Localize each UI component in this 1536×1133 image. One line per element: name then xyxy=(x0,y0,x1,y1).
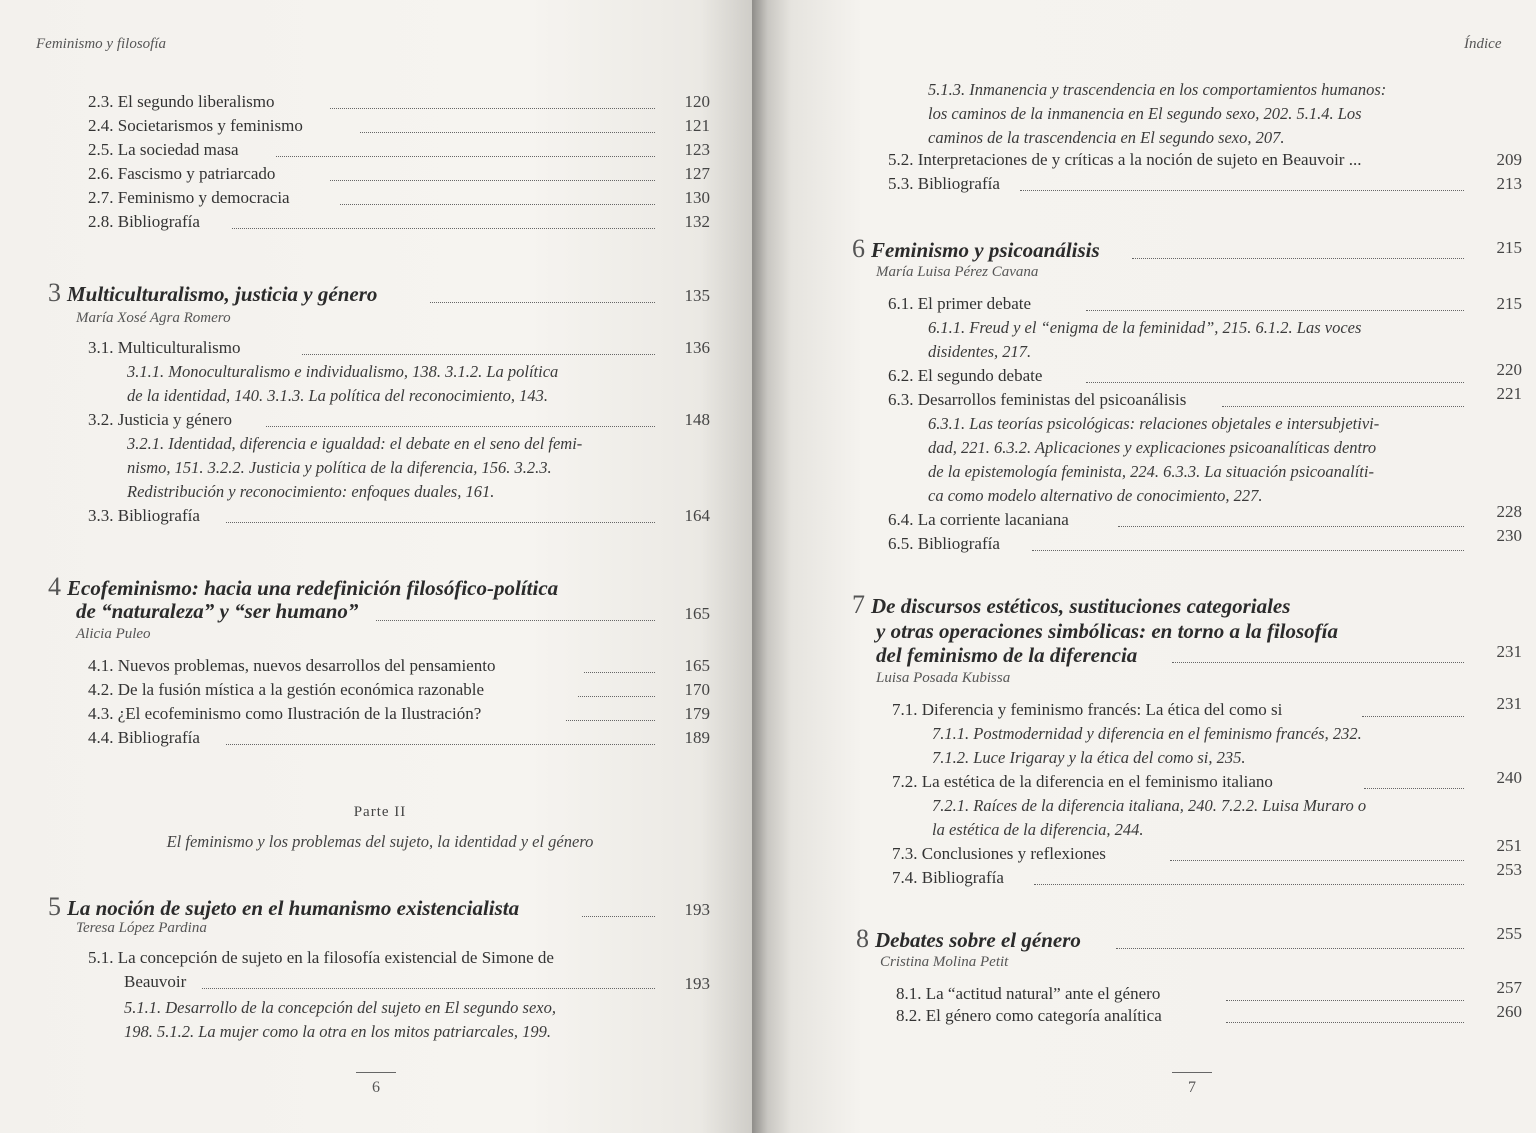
leader-dots xyxy=(582,914,655,917)
entry-title: El segundo liberalismo xyxy=(117,92,275,111)
toc-entry: 3.1. Multiculturalismo xyxy=(88,338,241,357)
subsection-text: 5.1.1. Desarrollo de la concepción del sujeto en El segundo sexo, xyxy=(124,998,556,1017)
toc-entry: 6.4. La corriente lacaniana xyxy=(888,510,1069,529)
toc-entry: 7.3. Conclusiones y reflexiones xyxy=(892,844,1106,863)
chapter-page: 255 xyxy=(1496,924,1522,943)
leader-dots xyxy=(1086,308,1464,311)
chapter-title: 6 Feminismo y psicoanálisis xyxy=(852,234,1100,263)
running-head: Índice xyxy=(1464,36,1502,52)
chapter-author: Cristina Molina Petit xyxy=(880,954,1009,970)
entry-number: 2.5. xyxy=(88,140,114,159)
subsection-text: ca como modelo alternativo de conocimiento, 227. xyxy=(928,486,1263,505)
subsection-text: nismo, 151. 3.2.2. Justicia y política de la diferencia, 156. 3.2.3. xyxy=(127,458,552,477)
toc-entry: 4.3. ¿El ecofeminismo como Ilustración de la Ilustración? xyxy=(88,704,482,723)
leader-dots xyxy=(202,986,655,989)
leader-dots xyxy=(430,300,655,303)
leader-dots xyxy=(1034,882,1464,885)
chapter-number: 4 xyxy=(48,572,61,601)
entry-page: 189 xyxy=(684,728,710,747)
chapter-number: 3 xyxy=(48,278,61,307)
entry-number: 2.4. xyxy=(88,116,114,135)
chapter-title: 8 Debates sobre el género xyxy=(856,924,1081,953)
entry-page: 253 xyxy=(1496,860,1522,879)
leader-dots xyxy=(376,618,655,621)
toc-entry: 7.4. Bibliografía xyxy=(892,868,1004,887)
leader-dots xyxy=(340,202,655,205)
leader-dots xyxy=(566,718,655,721)
subsection-text: disidentes, 217. xyxy=(928,342,1032,361)
entry-page: 215 xyxy=(1496,294,1522,313)
toc-entry: 3.2. Justicia y género xyxy=(88,410,232,429)
subsection-text: caminos de la trascendencia en El segundo sexo, 207. xyxy=(928,128,1285,147)
leader-dots xyxy=(1226,998,1464,1001)
entry-title: Feminismo y democracia xyxy=(117,188,290,207)
leader-dots xyxy=(360,130,655,133)
toc-entry: 5.3. Bibliografía xyxy=(888,174,1000,193)
running-head: Feminismo y filosofía xyxy=(36,36,166,52)
leader-dots xyxy=(226,742,655,745)
toc-entry: 5.1. La concepción de sujeto en la filosofía existencial de Simone de xyxy=(88,948,554,967)
entry-page: 220 xyxy=(1496,360,1522,379)
entry-page: 260 xyxy=(1496,1002,1522,1021)
right-page xyxy=(752,0,1536,1133)
chapter-page: 193 xyxy=(684,900,710,919)
entry-title: Bibliografía xyxy=(117,212,200,231)
chapter-title-cont: y otras operaciones simbólicas: en torno a la filosofía xyxy=(876,619,1338,643)
leader-dots xyxy=(232,226,655,229)
page-number: 6 xyxy=(356,1072,396,1097)
toc-entry: 7.2. La estética de la diferencia en el feminismo italiano xyxy=(892,772,1273,791)
entry-page: 170 xyxy=(684,680,710,699)
subsection-text: 198. 5.1.2. La mujer como la otra en los mitos patriarcales, 199. xyxy=(124,1022,552,1041)
entry-page: 228 xyxy=(1496,502,1522,521)
chapter-title: 5 La noción de sujeto en el humanismo existencialista xyxy=(48,892,520,921)
entry-page: 130 xyxy=(684,188,710,207)
leader-dots xyxy=(330,106,655,109)
leader-dots xyxy=(1170,858,1464,861)
chapter-author: Luisa Posada Kubissa xyxy=(876,670,1011,686)
chapter-author: María Xosé Agra Romero xyxy=(76,310,231,326)
toc-entry: 7.1. Diferencia y feminismo francés: La ética del como si xyxy=(892,700,1283,719)
entry-page: 231 xyxy=(1496,694,1522,713)
leader-dots xyxy=(1226,1020,1464,1023)
subsection-text: la estética de la diferencia, 244. xyxy=(932,820,1144,839)
toc-entry: 6.2. El segundo debate xyxy=(888,366,1043,385)
entry-number: 2.8. xyxy=(88,212,114,231)
leader-dots xyxy=(1172,660,1464,663)
entry-page: 165 xyxy=(684,656,710,675)
entry-number: 2.3. xyxy=(88,92,114,111)
toc-entry: 8.1. La “actitud natural” ante el género xyxy=(896,984,1161,1003)
entry-title: La sociedad masa xyxy=(117,140,239,159)
chapter-title: 7 De discursos estéticos, sustituciones categoriales xyxy=(852,590,1291,619)
subsection-text: 6.1.1. Freud y el “enigma de la feminidad”, 215. 6.1.2. Las voces xyxy=(928,318,1362,337)
leader-dots xyxy=(266,424,655,427)
entry-page: 240 xyxy=(1496,768,1522,787)
chapter-title: 3 Multiculturalismo, justicia y género xyxy=(48,278,378,307)
entry-page: 132 xyxy=(684,212,710,231)
entry-number: 2.6. xyxy=(88,164,114,183)
entry-page: 127 xyxy=(684,164,710,183)
entry-page: 193 xyxy=(684,974,710,993)
entry-page: 251 xyxy=(1496,836,1522,855)
leader-dots xyxy=(1032,548,1464,551)
leader-dots xyxy=(276,154,655,157)
toc-entry: 8.2. El género como categoría analítica xyxy=(896,1006,1162,1025)
chapter-number: 8 xyxy=(856,924,869,953)
subsection-text: 3.2.1. Identidad, diferencia e igualdad: el debate en el seno del femi- xyxy=(127,434,583,453)
toc-entry: 6.3. Desarrollos feministas del psicoanálisis xyxy=(888,390,1187,409)
subsection-text: Redistribución y reconocimiento: enfoques duales, 161. xyxy=(127,482,495,501)
entry-page: 230 xyxy=(1496,526,1522,545)
chapter-number: 5 xyxy=(48,892,61,921)
leader-dots xyxy=(584,670,655,673)
leader-dots xyxy=(1086,380,1464,383)
toc-entry: 4.4. Bibliografía xyxy=(88,728,200,747)
toc-entry: 6.1. El primer debate xyxy=(888,294,1032,313)
toc-entry: 6.5. Bibliografía xyxy=(888,534,1000,553)
chapter-number: 6 xyxy=(852,234,865,263)
chapter-title: 4 Ecofeminismo: hacia una redefinición filosófico-política xyxy=(48,572,559,601)
subsection-text: 5.1.3. Inmanencia y trascendencia en los comportamientos humanos: xyxy=(928,80,1387,99)
entry-page: 221 xyxy=(1496,384,1522,403)
leader-dots xyxy=(302,352,655,355)
entry-page: 257 xyxy=(1496,978,1522,997)
chapter-author: Teresa López Pardina xyxy=(76,920,207,936)
leader-dots xyxy=(1116,946,1464,949)
leader-dots xyxy=(1222,404,1464,407)
subsection-text: 7.1.2. Luce Irigaray y la ética del como si, 235. xyxy=(932,748,1246,767)
part-label: Parte II xyxy=(353,804,407,820)
leader-dots xyxy=(226,520,655,523)
entry-page: 148 xyxy=(684,410,710,429)
subsection-text: 6.3.1. Las teorías psicológicas: relaciones objetales e intersubjetivi- xyxy=(928,414,1380,433)
entry-page: 209 xyxy=(1496,150,1522,169)
leader-dots xyxy=(1364,786,1464,789)
chapter-page: 215 xyxy=(1496,238,1522,257)
entry-page: 213 xyxy=(1496,174,1522,193)
subsection-text: dad, 221. 6.3.2. Aplicaciones y explicaciones psicoanalíticas dentro xyxy=(928,438,1377,457)
entry-page: 123 xyxy=(684,140,710,159)
left-page xyxy=(0,0,752,1133)
subsection-text: 3.1.1. Monoculturalismo e individualismo, 138. 3.1.2. La política xyxy=(127,362,559,381)
chapter-number: 7 xyxy=(852,590,865,619)
leader-dots xyxy=(330,178,655,181)
chapter-page: 231 xyxy=(1496,642,1522,661)
subsection-text: de la identidad, 140. 3.1.3. La política del reconocimiento, 143. xyxy=(127,386,548,405)
subsection-text: los caminos de la inmanencia en El segundo sexo, 202. 5.1.4. Los xyxy=(928,104,1362,123)
entry-title: Fascismo y patriarcado xyxy=(117,164,276,183)
entry-page: 121 xyxy=(684,116,710,135)
toc-entry: 4.2. De la fusión mística a la gestión económica razonable xyxy=(88,680,485,699)
entry-page: 120 xyxy=(684,92,710,111)
subsection-text: de la epistemología feminista, 224. 6.3.3. La situación psicoanalíti- xyxy=(928,462,1374,481)
page-number: 7 xyxy=(1172,1072,1212,1097)
chapter-page: 135 xyxy=(684,286,710,305)
leader-dots xyxy=(1132,256,1464,259)
chapter-author: María Luisa Pérez Cavana xyxy=(876,264,1039,280)
entry-number: 2.7. xyxy=(88,188,114,207)
chapter-author: Alicia Puleo xyxy=(76,626,151,642)
chapter-title-cont: de “naturaleza” y “ser humano” xyxy=(76,599,359,623)
entry-page: 164 xyxy=(684,506,710,525)
leader-dots xyxy=(1020,188,1464,191)
leader-dots xyxy=(1118,524,1464,527)
toc-entry: 5.2. Interpretaciones de y críticas a la noción de sujeto en Beauvoir ... xyxy=(888,150,1362,169)
subsection-text: 7.1.1. Postmodernidad y diferencia en el feminismo francés, 232. xyxy=(932,724,1362,743)
entry-page: 136 xyxy=(684,338,710,357)
chapter-page: 165 xyxy=(684,604,710,623)
part-title: El feminismo y los problemas del sujeto, la identidad y el género xyxy=(166,832,594,851)
leader-dots xyxy=(578,694,655,697)
toc-entry-cont: Beauvoir xyxy=(124,972,187,991)
entry-title: Societarismos y feminismo xyxy=(117,116,303,135)
toc-entry: 3.3. Bibliografía xyxy=(88,506,200,525)
subsection-text: 7.2.1. Raíces de la diferencia italiana, 240. 7.2.2. Luisa Muraro o xyxy=(932,796,1367,815)
leader-dots xyxy=(1362,714,1464,717)
toc-entry: 4.1. Nuevos problemas, nuevos desarrollos del pensamiento xyxy=(88,656,496,675)
entry-page: 179 xyxy=(684,704,710,723)
chapter-title-cont: del feminismo de la diferencia xyxy=(876,643,1138,667)
